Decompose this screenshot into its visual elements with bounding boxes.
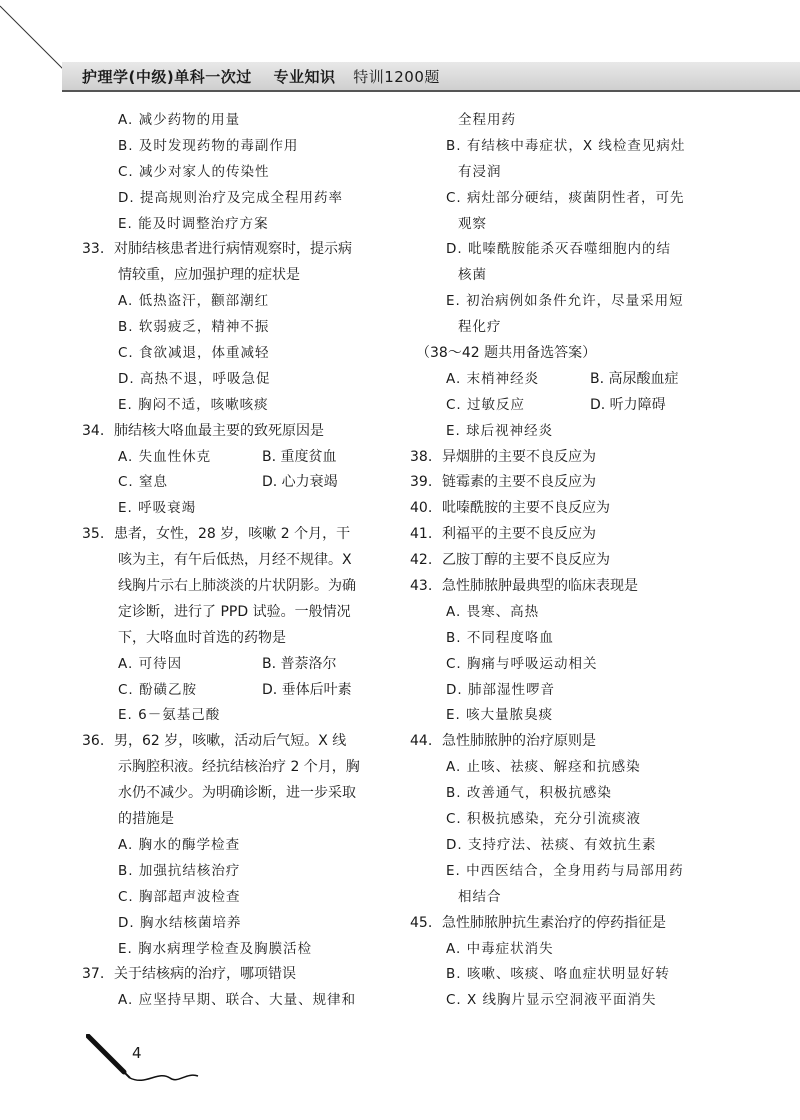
left-column [82,108,402,1014]
answer-option: B. 咳嗽、咳痰、咯血症状明显好转 [446,966,670,983]
question-number: 42. [410,552,433,569]
question-number: 40. [410,500,433,517]
answer-option: C. 窒息 [118,474,169,491]
answer-option: D. 支持疗法、祛痰、有效抗生素 [446,836,657,853]
answer-option: E. 6－氨基己酸 [118,707,221,724]
answer-option: D. 高热不退，呼吸急促 [118,370,271,387]
question-continuation: 线胸片示右上肺淡淡的片状阴影。为确 [118,578,356,595]
answer-option: D. 胸水结核菌培养 [118,914,242,931]
answer-option: A. 低热盗汗，颧部潮红 [118,293,270,310]
answer-option: A. 胸水的酶学检查 [118,836,241,853]
answer-option: C. 积极抗感染，充分引流痰液 [446,811,642,828]
question-number: 43. [410,578,433,595]
shared-answer-header: （38～42 题共用备选答案） [416,345,597,362]
question-stem [82,522,402,548]
answer-option: E. 球后视神经炎 [446,422,554,439]
question-continuation: 情较重，应加强护理的症状是 [118,267,300,284]
question-text: 急性肺脓肿最典型的临床表现是 [442,578,638,595]
answer-option: B. 高尿酸血症 [590,370,679,387]
question-text: 利福平的主要不良反应为 [442,526,596,543]
answer-option: D. 听力障碍 [590,396,666,413]
answer-option-continuation: 核菌 [458,267,487,284]
option-pair [82,652,402,678]
question-text: 男，62 岁，咳嗽，活动后气短。X 线 [114,733,347,750]
answer-option: A. 末梢神经炎 [446,370,540,387]
right-column [410,108,726,1014]
answer-option-continuation: 程化疗 [458,319,502,336]
pen-icon [86,1034,206,1084]
question-number: 35. [82,526,105,543]
question-stem [82,237,402,263]
answer-option: C. 胸痛与呼吸运动相关 [446,655,598,672]
answer-option: A. 应坚持早期、联合、大量、规律和 [118,992,357,1009]
answer-option: E. 中西医结合，全身用药与局部用药 [446,862,684,879]
question-number: 45. [410,914,433,931]
answer-option-continuation: 全程用药 [458,112,516,128]
question-number: 33. [82,241,105,258]
question-text: 急性肺脓肿的治疗原则是 [442,733,596,750]
answer-option: D. 提高规则治疗及完成全程用药率 [118,189,343,206]
question-text: 对肺结核患者进行病情观察时，提示病 [114,241,352,258]
answer-option: B. 不同程度咯血 [446,629,554,646]
question-number: 39. [410,474,433,491]
question-number: 34. [82,422,105,439]
series-label: 特训1200题 [353,68,440,86]
question-stem [82,962,402,988]
question-stem [410,522,726,548]
question-continuation: 定诊断，进行了 PPD 试验。一般情况 [118,603,351,620]
option-pair [410,393,726,419]
question-number: 38. [410,448,433,465]
option-pair [82,470,402,496]
question-stem [410,729,726,755]
answer-option: A. 中毒症状消失 [446,940,554,957]
answer-option: A. 可待因 [118,655,183,672]
question-stem [410,548,726,574]
answer-option: E. 能及时调整治疗方案 [118,215,269,232]
answer-option: E. 咳大量脓臭痰 [446,707,554,724]
question-number: 44. [410,733,433,750]
answer-option: E. 初治病例如条件允许，尽量采用短 [446,293,684,310]
question-number: 36. [82,733,105,750]
answer-option: C. 胸部超声波检查 [118,888,241,905]
answer-option: A. 止咳、祛痰、解痉和抗感染 [446,759,641,776]
question-text: 关于结核病的治疗，哪项错误 [114,966,296,983]
answer-option: C. 过敏反应 [446,396,526,413]
subject-label: 专业知识 [273,68,336,86]
answer-option: B. 加强抗结核治疗 [118,862,241,879]
answer-option: B. 普萘洛尔 [262,655,337,672]
answer-option: C. 减少对家人的传染性 [118,163,270,180]
answer-option-continuation: 相结合 [458,888,502,905]
answer-option: C. 酚磺乙胺 [118,681,198,698]
question-text: 急性肺脓肿抗生素治疗的停药指征是 [442,914,666,931]
book-title: 护理学(中级)单科一次过 [82,68,252,86]
answer-option-continuation: 有浸润 [458,163,502,180]
page-header [82,66,440,87]
answer-option: B. 软弱疲乏，精神不振 [118,319,270,336]
answer-option: A. 失血性休克 [118,448,212,465]
question-continuation: 下，大咯血时首选的药物是 [118,629,286,646]
question-number: 37. [82,966,105,983]
question-text: 链霉素的主要不良反应为 [442,474,596,491]
answer-option: C. X 线胸片显示空洞液平面消失 [446,992,657,1009]
question-continuation: 咳为主，有午后低热，月经不规律。X [118,552,352,569]
question-stem [410,445,726,471]
question-continuation: 示胸腔积液。经抗结核治疗 2 个月，胸 [118,759,360,776]
question-stem [410,574,726,600]
option-pair [410,367,726,393]
question-text: 患者，女性，28 岁，咳嗽 2 个月，干 [114,526,351,543]
answer-option: B. 重度贫血 [262,448,337,465]
answer-option: B. 及时发现药物的毒副作用 [118,137,299,154]
question-stem [82,419,402,445]
answer-option: E. 胸闷不适，咳嗽咳痰 [118,396,269,413]
answer-option: A. 减少药物的用量 [118,112,241,128]
page-number: 4 [132,1044,142,1062]
answer-option: C. 食欲减退，体重减轻 [118,345,270,362]
option-pair [82,678,402,704]
answer-option: A. 畏寒、高热 [446,603,540,620]
answer-option: D. 垂体后叶素 [262,681,352,698]
answer-option: B. 有结核中毒症状，X 线检查见病灶 [446,137,686,154]
question-number: 41. [410,526,433,543]
question-stem [82,729,402,755]
option-pair [82,445,402,471]
question-continuation: 的措施是 [118,811,174,828]
question-stem [410,470,726,496]
question-text: 乙胺丁醇的主要不良反应为 [442,552,610,569]
answer-option: D. 心力衰竭 [262,474,338,491]
answer-option: C. 病灶部分硬结，痰菌阴性者，可先 [446,189,685,206]
answer-option: D. 肺部湿性啰音 [446,681,555,698]
question-text: 肺结核大咯血最主要的致死原因是 [114,422,324,439]
question-text: 吡嗪酰胺的主要不良反应为 [442,500,610,517]
question-continuation: 水仍不减少。为明确诊断，进一步采取 [118,785,356,802]
answer-option: E. 胸水病理学检查及胸膜活检 [118,940,313,957]
question-text: 异烟肼的主要不良反应为 [442,448,596,465]
answer-option: D. 吡嗪酰胺能杀灭吞噬细胞内的结 [446,241,671,258]
question-stem [410,496,726,522]
answer-option: B. 改善通气，积极抗感染 [446,785,612,802]
question-stem [410,911,726,937]
answer-option: E. 呼吸衰竭 [118,500,197,517]
answer-option-continuation: 观察 [458,215,487,232]
